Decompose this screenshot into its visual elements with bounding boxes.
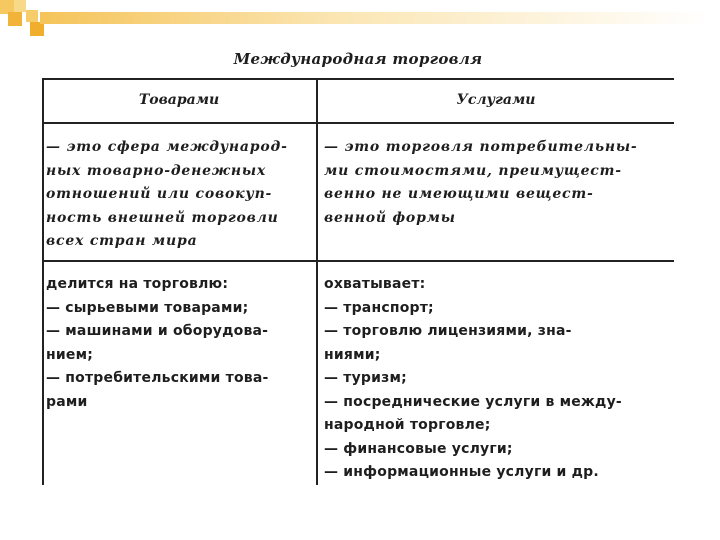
- list-line: — торговлю лицензиями, зна-: [324, 323, 572, 339]
- table-title: Международная торговля: [233, 50, 483, 68]
- list-line: нием;: [46, 346, 94, 363]
- table-divider: [42, 260, 674, 262]
- table-divider: [42, 78, 674, 80]
- text-line: ми стоимостями, преимущест-: [324, 162, 622, 179]
- column-header-services: Услугами: [456, 92, 536, 108]
- table-border-left: [42, 80, 44, 485]
- list-line: делится на торговлю:: [46, 276, 229, 292]
- definition-services: [324, 136, 638, 230]
- text-line: венной формы: [324, 209, 456, 226]
- list-line: — посреднические услуги в между-: [324, 393, 622, 410]
- decor-square: [8, 12, 22, 26]
- list-line: охватывает:: [324, 276, 426, 292]
- decor-square: [14, 0, 26, 12]
- list-line: — потребительскими това-: [46, 370, 269, 386]
- list-line: — информационные услуги и др.: [324, 464, 599, 480]
- list-line: ниями;: [324, 346, 381, 363]
- text-line: — это торговля потребительны-: [324, 139, 638, 155]
- text-line: венно не имеющими вещест-: [324, 186, 594, 202]
- trade-table-image: [42, 40, 674, 485]
- list-line: — машинами и оборудова-: [46, 323, 269, 339]
- list-line: — сырьевыми товарами;: [46, 299, 249, 316]
- list-line: рами: [46, 393, 88, 410]
- column-header-goods: Товарами: [138, 92, 220, 108]
- list-line: — финансовые услуги;: [324, 440, 513, 457]
- definition-goods: [46, 136, 288, 254]
- services-categories-list: [324, 273, 622, 485]
- decor-gradient-band: [40, 12, 710, 24]
- text-line: ных товарно-денежных: [46, 162, 267, 179]
- text-line: ность внешней торговли: [46, 209, 279, 226]
- decor-square: [30, 22, 44, 36]
- list-line: — туризм;: [324, 370, 407, 386]
- decor-square: [26, 10, 38, 22]
- text-line: всех стран мира: [46, 233, 198, 249]
- goods-categories-list: [46, 273, 268, 414]
- list-line: — транспорт;: [324, 299, 434, 316]
- table-column-divider: [316, 78, 318, 485]
- list-line: народной торговле;: [324, 417, 491, 433]
- text-line: отношений или совокуп-: [46, 186, 273, 202]
- text-line: — это сфера международ-: [46, 139, 288, 155]
- table-divider: [42, 122, 674, 124]
